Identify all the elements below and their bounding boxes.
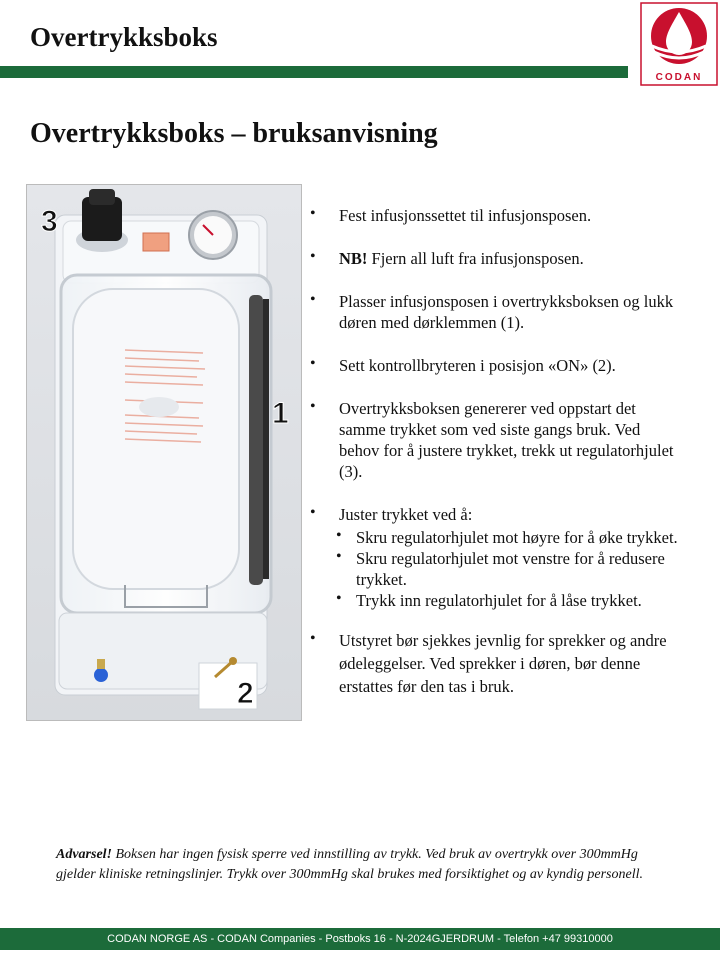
instructions-list — [308, 205, 678, 720]
label-door: 1 — [272, 397, 289, 430]
footer-bar: CODAN NORGE AS - CODAN Companies - Postboks 16 - N-2024GJERDRUM - Telefon +47 99310000 — [0, 928, 720, 950]
sub-instruction-item: • Skru regulatorhjulet mot høyre for å øke trykket. — [336, 527, 678, 547]
instruction-item: • Plasser infusjonsposen i overtrykksboksen og lukk døren med dørklemmen (1). — [310, 291, 674, 332]
page-heading: Overtrykksboks – bruksanvisning — [30, 118, 438, 149]
header-title: Overtrykksboks — [30, 22, 218, 52]
instruction-item: • Juster trykket ved å: • Skru regulatorhjulet mot høyre for å øke trykket. • Skru regulatorhjulet mot venstre for å redusere trykket. • Trykk inn regulatorhjulet for å låse trykket. — [310, 504, 678, 610]
nb-label: NB! — [339, 249, 368, 268]
sub-instruction-item: • Trykk inn regulatorhjulet for å låse trykket. — [336, 590, 642, 610]
instruction-item: • Sett kontrollbryteren i posisjon «ON» (2). — [310, 355, 616, 375]
logo-text: CODAN — [655, 72, 703, 83]
instruction-item: • Fest infusjonssettet til infusjonsposen. — [310, 205, 592, 225]
sub-instruction-item: • Skru regulatorhjulet mot venstre for å redusere trykket. — [336, 548, 665, 589]
label-switch: 2 — [237, 677, 254, 710]
header-green-bar — [0, 66, 628, 78]
warning-text: Boksen har ingen fysisk sperre ved innstilling av trykk. Ved bruk av overtrykk over 300mmHg gjelder kliniske retningslinjer. Trykk over 300mmHg skal brukes med forsiktighet og av kyndig personell. — [56, 847, 643, 882]
warning-label: Advarsel! — [56, 847, 112, 862]
device-photo — [26, 184, 302, 721]
label-regulator: 3 — [41, 205, 58, 238]
instruction-item: • Utstyret bør sjekkes jevnlig for sprekker og andre ødeleggelser. Ved sprekker i døren, bør denne erstattes før den tas i bruk. — [310, 630, 667, 696]
warning-note — [56, 845, 656, 885]
instruction-item: • NB! Fjern all luft fra infusjonsposen. — [310, 248, 584, 268]
instruction-item: • Overtrykksboksen genererer ved oppstart det samme trykket som ved siste gangs bruk. Ved behov for å justere trykket, trekk ut regulatorhjulet (3). — [310, 398, 674, 481]
